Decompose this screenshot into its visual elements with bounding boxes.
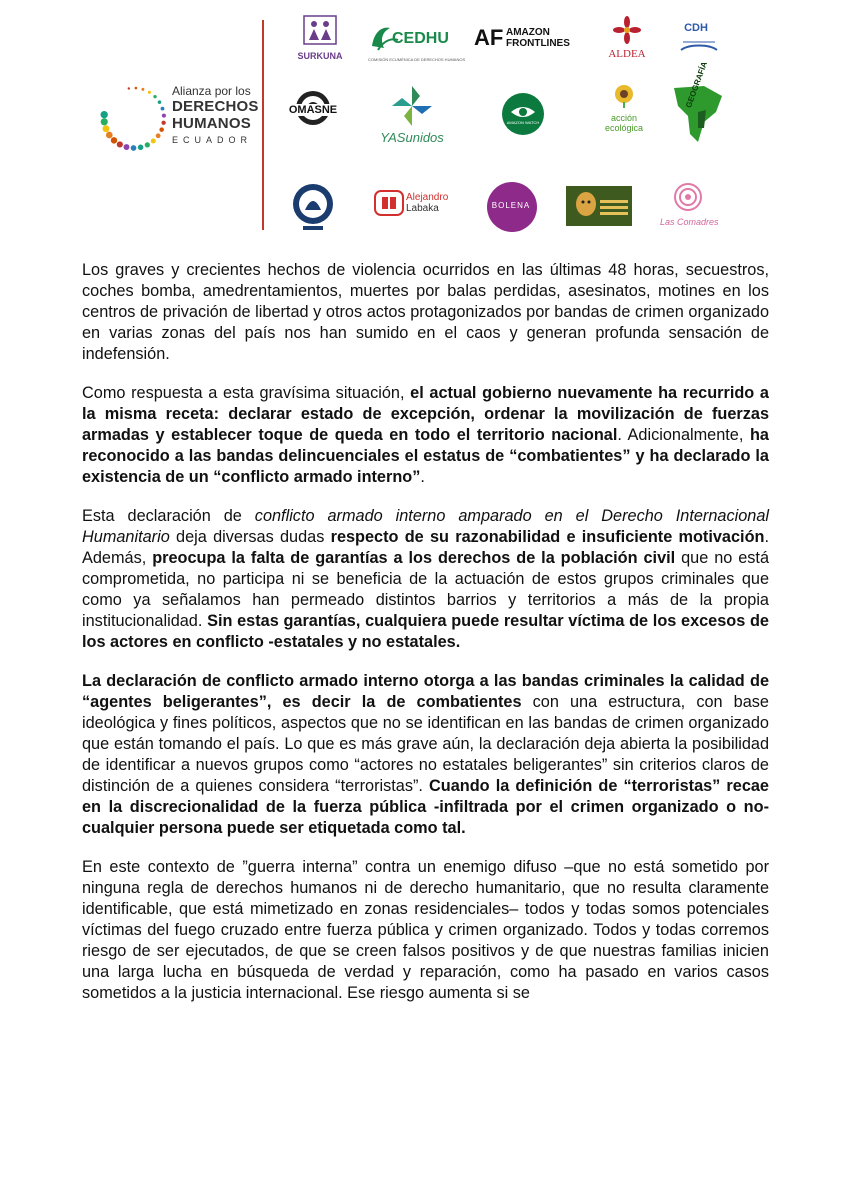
- text-run: .: [420, 468, 425, 486]
- jaguar-logo: [566, 186, 632, 231]
- alliance-dot: [111, 137, 117, 143]
- paragraph: [82, 857, 769, 1004]
- amazon-watch-logo: [500, 92, 546, 141]
- alliance-dot: [101, 111, 108, 118]
- alliance-dot: [128, 87, 130, 89]
- bold-run: respecto de su razonabilidad e insuficiente motivación: [330, 528, 765, 546]
- text-run: Como respuesta a esta gravísima situación,: [82, 384, 411, 402]
- labaka-logo: [374, 190, 454, 221]
- cdh-label: CDH: [684, 22, 708, 34]
- labaka-mark-icon: [374, 190, 404, 216]
- omasne-logo: [286, 88, 340, 133]
- text-run: deja diversas dudas: [169, 528, 331, 546]
- bold-run: Sin estas garantías, cualquiera puede resultar víctima de los excesos de los actores en conflicto -estatales y no estatales.: [82, 612, 769, 651]
- rosette-icon: [673, 182, 703, 212]
- cdh-logo: [676, 20, 722, 61]
- comadres-logo: [660, 182, 719, 227]
- alliance-logo: [96, 78, 266, 158]
- text-run: Los graves y crecientes hechos de violencia ocurridos en las últimas 48 horas, secuestros, coches bomba, amedrentamientos, muertes por balas perdidas, asesinatos, motines en los centros de privación de libertad y otros actos protagonizados por bandas de crimen organizado en varias zonas del país nos han sumido en el caos y generan profunda sensación de indefensión.: [82, 261, 769, 363]
- alliance-dot: [135, 87, 138, 90]
- alliance-dot: [141, 88, 144, 91]
- bold-run: ha reconocido a las bandas delincuenciales el estatus de “combatientes” y ha declarado la existencia de un “conflicto armado interno”: [82, 426, 769, 486]
- vertical-divider: [262, 20, 264, 230]
- alliance-line3: HUMANOS: [172, 115, 251, 132]
- alliance-dot: [161, 121, 165, 125]
- alliance-dot: [145, 142, 150, 147]
- cedhu-label: CEDHU: [392, 30, 449, 47]
- alliance-dot: [148, 91, 151, 94]
- alliance-dot: [153, 95, 156, 98]
- alliance-dot: [138, 145, 143, 150]
- alliance-dot: [103, 125, 110, 132]
- round-seal-icon: [291, 182, 335, 232]
- italic-run: conflicto armado interno amparado en el Derecho Internacional Humanitario: [82, 507, 769, 546]
- alliance-line1: Alianza por los: [172, 84, 251, 98]
- bolena-label: BOLENA: [491, 201, 531, 210]
- alliance-dot: [161, 107, 165, 111]
- omasne-label: OMASNE: [286, 104, 340, 116]
- alliance-dot: [159, 127, 164, 132]
- shield-org-logo: [290, 182, 336, 237]
- labaka-label-1: Alejandro: [406, 192, 449, 203]
- labaka-label-2: Labaka: [406, 203, 439, 214]
- text-run: En este contexto de ”guerra interna” contra un enemigo difuso –que no está sometido por ninguna regla de derechos humanos ni de derecho humanitario, que no resulta claramente identificable, que está mimetizado en zonas residenciales– todos y todas somos potenciales víctimas del fuego cruzado entre fuerza pública y crimen organizado. Todos y todas corremos riesgo de ser ejecutados, de que se creen falsos positivos y de que nuestras familias inicien una larga lucha en búsqueda de verdad y reparación, como ha pasado en varios casos sometidos a la justicia internacional. Ese riesgo aumenta si se: [82, 858, 769, 1002]
- yasunidos-label: YASunidos: [380, 130, 444, 145]
- bold-run: La declaración de conflicto armado interno otorga a las bandas criminales la calidad de “agentes beligerantes”, es decir la de combatientes: [82, 672, 769, 711]
- alliance-dot: [151, 138, 156, 143]
- alliance-dot: [131, 145, 137, 151]
- paragraph: [82, 671, 769, 839]
- yasunidos-logo: [380, 84, 444, 143]
- geografia-logo: [664, 60, 734, 151]
- paragraph: [82, 383, 769, 488]
- paragraph: [82, 260, 769, 365]
- surkuna-logo: [290, 14, 350, 61]
- paragraph: [82, 506, 769, 653]
- letterhead: [0, 0, 849, 250]
- pinwheel-icon: [387, 84, 437, 128]
- bolena-logo: [486, 182, 538, 237]
- alliance-dot: [117, 141, 123, 147]
- alliance-line2: DERECHOS: [172, 98, 259, 115]
- jaguar-icon: [566, 186, 632, 226]
- af-mark: AF: [474, 25, 504, 50]
- amazon-frontlines-label: AMAZON FRONTLINES: [506, 27, 570, 49]
- bold-run: el actual gobierno nuevamente ha recurrido a la misma receta: declarar estado de excepción, ordenar la movilización de fuerzas armadas y establecer toque de queda en todo el territorio nacional: [82, 384, 769, 444]
- amazon-watch-label: AMAZON WATCH: [506, 120, 540, 125]
- alliance-line4: ECUADOR: [172, 135, 253, 145]
- bold-run: Cuando la definición de “terroristas” recae en la discrecionalidad de la fuerza pública -infiltrada por el crimen organizado o no- cualquier persona puede ser etiquetada como tal.: [82, 777, 769, 837]
- text-run: . Adicionalmente,: [617, 426, 750, 444]
- text-run: . Además,: [82, 528, 769, 567]
- accion-label-2: ecológica: [604, 123, 644, 133]
- bold-run: preocupa la falta de garantías a los derechos de la población civil: [152, 549, 676, 567]
- aldea-logo: [602, 16, 652, 59]
- text-run: que no está comprometida, no participa ni se beneficia de la actuación de estos grupos criminales que como ya señalamos han permeado distintos barrios y territorios a más de la propia institucionalidad.: [82, 549, 770, 630]
- figures-icon: [300, 14, 340, 46]
- statement-body: [82, 260, 769, 1022]
- accion-ecologica-logo: [596, 82, 652, 133]
- alliance-dot: [106, 132, 113, 139]
- cedhu-logo: [368, 22, 466, 62]
- alliance-dot: [156, 133, 161, 138]
- surkuna-label: SURKUNA: [297, 51, 343, 61]
- geografia-label: GEOGRAFÍA: [684, 60, 710, 110]
- flower-icon: [613, 16, 641, 44]
- aldea-label: ALDEA: [608, 48, 646, 60]
- south-america-map-icon: [664, 82, 734, 146]
- eye-icon: [501, 92, 545, 136]
- dotted-circle-icon: [96, 78, 172, 158]
- alliance-dot: [162, 114, 166, 118]
- accion-label-1: acción: [610, 113, 637, 123]
- sunflower-icon: [609, 82, 639, 108]
- alliance-dot: [123, 144, 129, 150]
- text-run: Esta declaración de: [82, 507, 255, 525]
- text-run: con una estructura, con base ideológica y fines políticos, aspectos que no se identifican en las bandas de crimen organizado que están tomando el país. Lo que es más grave aún, la declaración deja abierta la posibilidad de identificar a nuevos grupos como “actores no estatales beligerantes” sin criterios claros de distinción de a quienes considera “terroristas”.: [82, 693, 769, 795]
- alliance-dot: [101, 118, 108, 125]
- comadres-label: Las Comadres: [660, 217, 719, 227]
- alliance-dot: [158, 100, 162, 104]
- cedhu-subtitle: COMISIÓN ECUMÉNICA DE DERECHOS HUMANOS: [368, 57, 466, 62]
